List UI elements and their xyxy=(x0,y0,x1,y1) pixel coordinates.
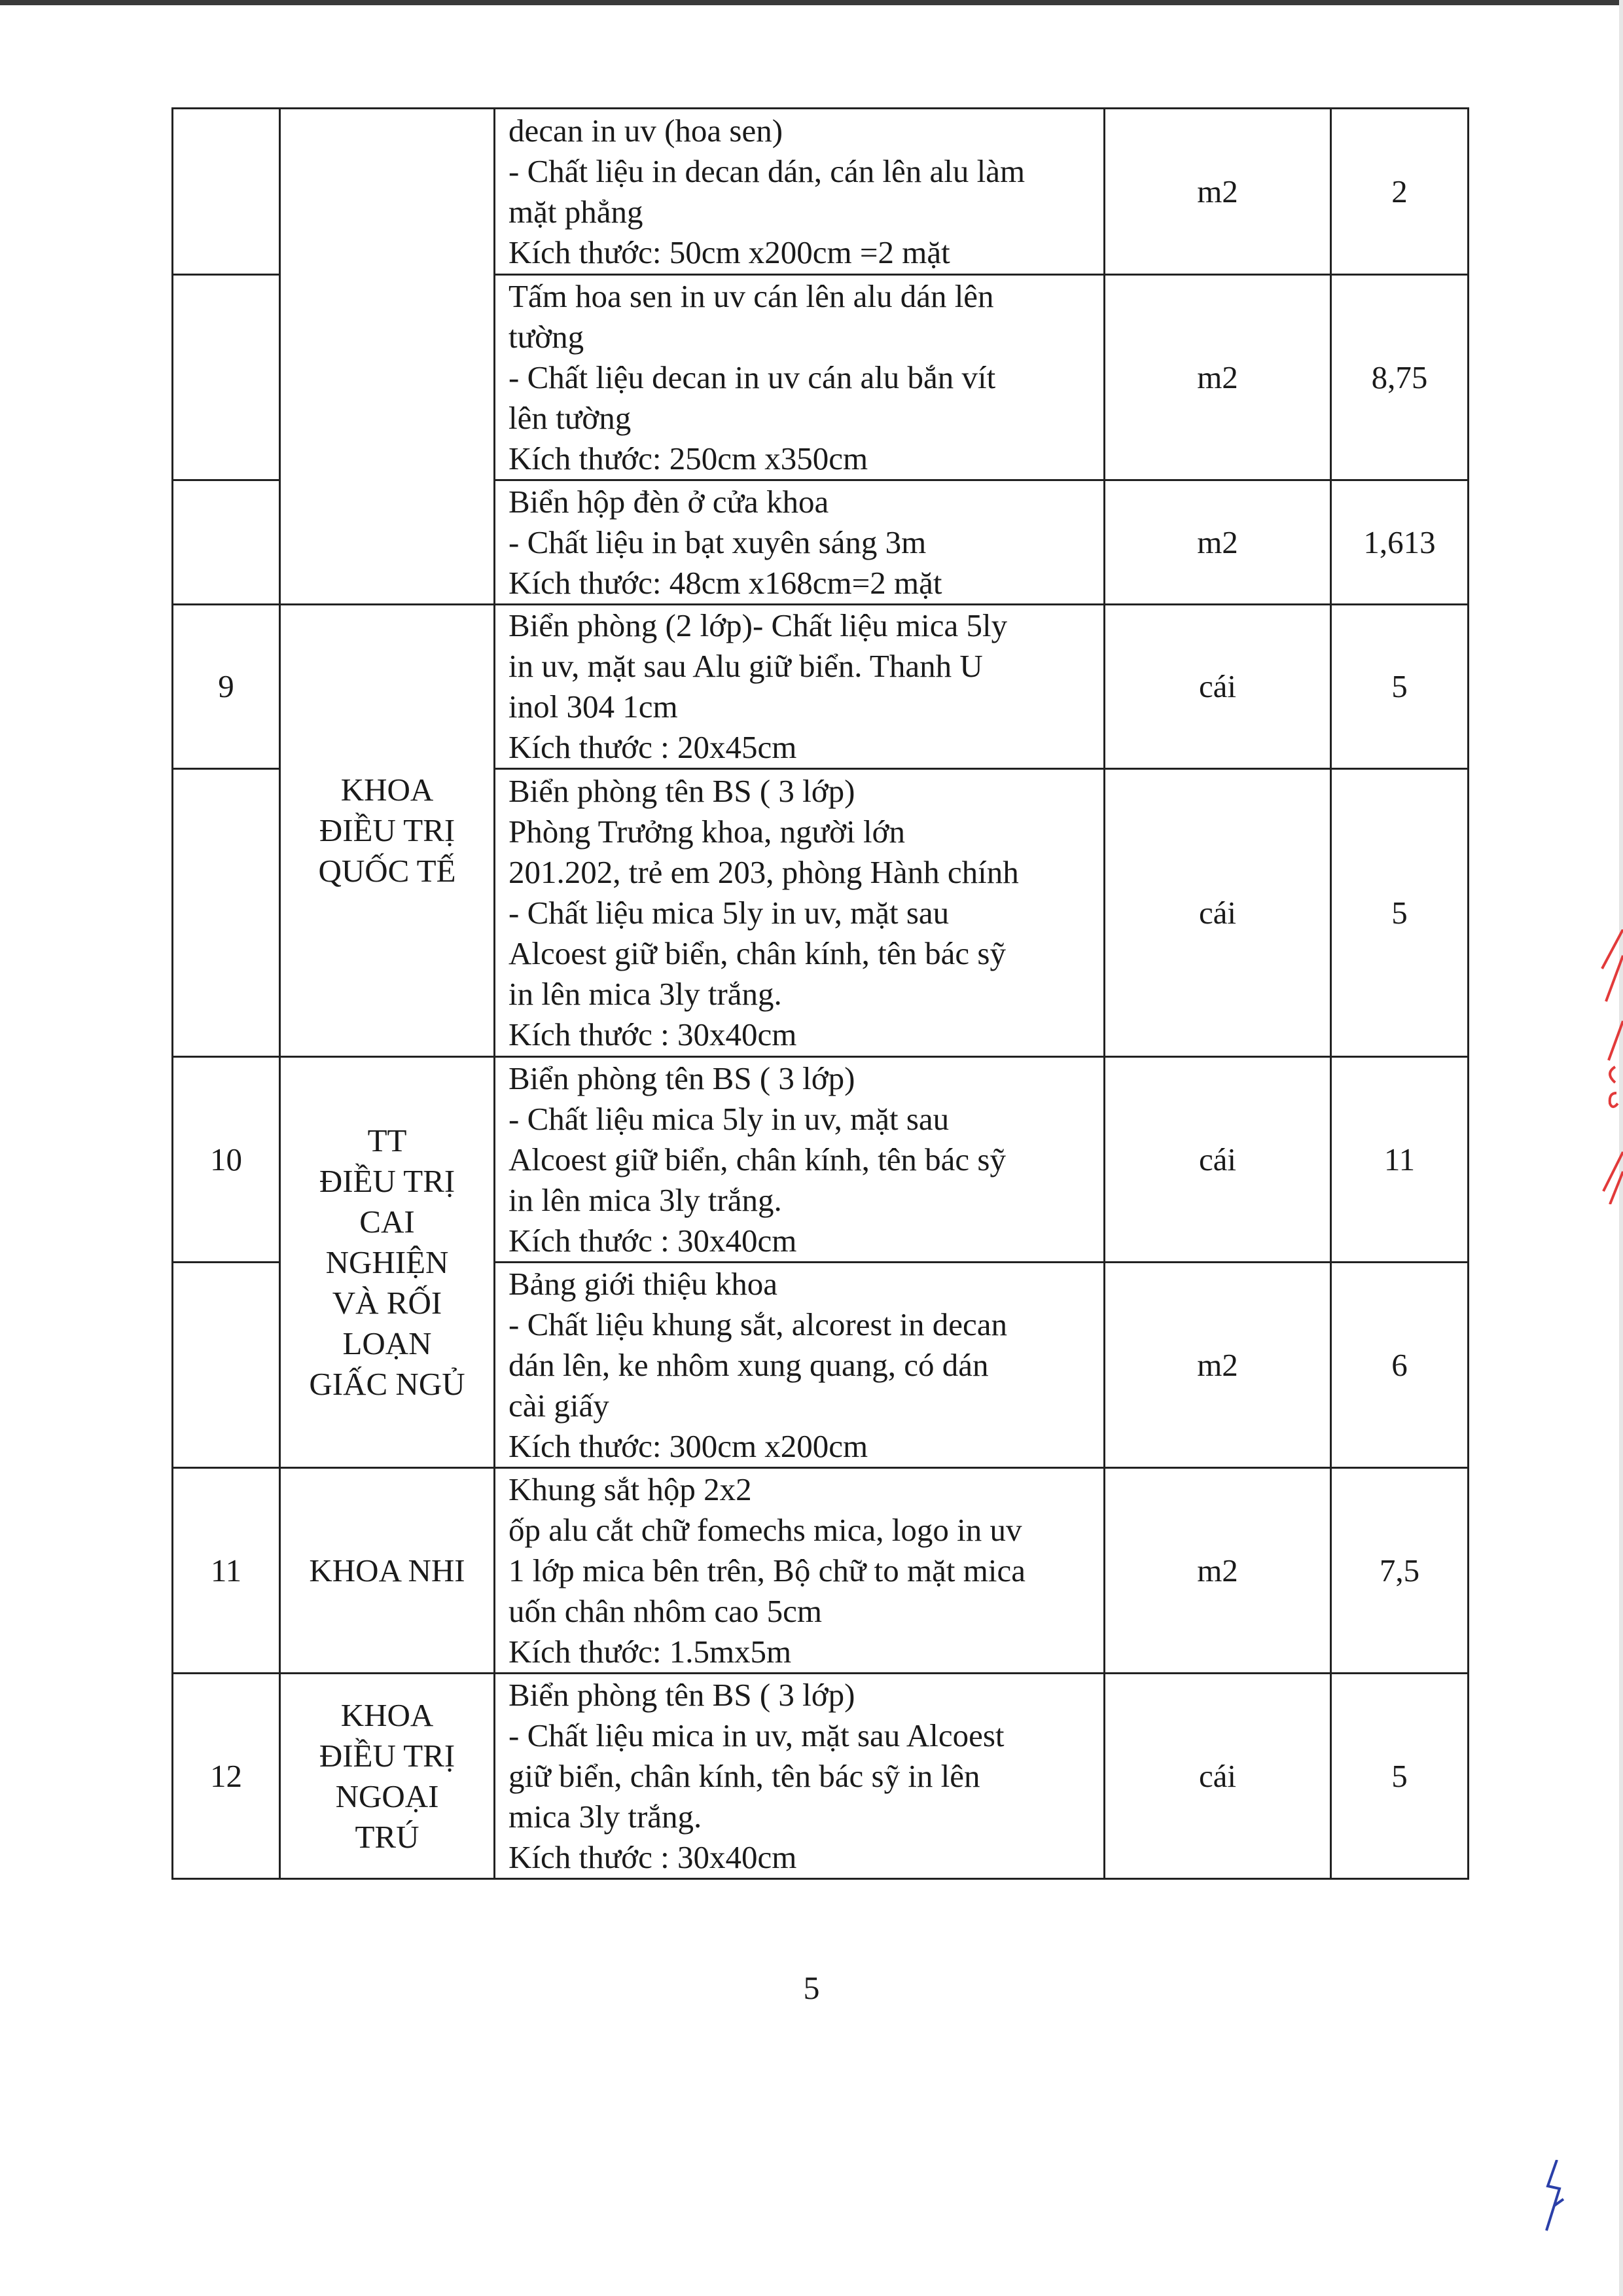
department-line: ĐIỀU TRỊ xyxy=(319,812,455,848)
description-line: Biển phòng tên BS ( 3 lớp) xyxy=(508,772,855,809)
quantity-cell: 5 xyxy=(1331,605,1469,769)
description-cell xyxy=(495,1057,1105,1263)
description-line: - Chất liệu decan in uv cán alu bắn vít xyxy=(508,359,996,395)
description-line: decan in uv (hoa sen) xyxy=(508,112,783,149)
description-line: Kích thước : 30x40cm xyxy=(508,1839,797,1875)
stt-cell: 12 xyxy=(173,1674,280,1879)
table-row xyxy=(173,1674,1469,1879)
quantity-cell: 6 xyxy=(1331,1263,1469,1468)
description-line: 201.202, trẻ em 203, phòng Hành chính xyxy=(508,853,1019,890)
description-line: - Chất liệu khung sắt, alcorest in decan xyxy=(508,1306,1007,1342)
stt-cell: 9 xyxy=(173,605,280,769)
scan-top-edge xyxy=(0,0,1623,5)
description-line: in lên mica 3ly trắng. xyxy=(508,975,782,1012)
description-line: - Chất liệu mica in uv, mặt sau Alcoest xyxy=(508,1717,1005,1753)
unit-cell: cái xyxy=(1105,1674,1331,1879)
description-line: tường xyxy=(508,318,584,355)
description-cell xyxy=(495,1263,1105,1468)
description-line: giữ biển, chân kính, tên bác sỹ in lên xyxy=(508,1757,980,1794)
description-cell xyxy=(495,480,1105,605)
description-line: Alcoest giữ biển, chân kính, tên bác sỹ xyxy=(508,1141,1007,1177)
description-line: cài giấy xyxy=(508,1387,609,1424)
department-line: ĐIỀU TRỊ xyxy=(319,1737,455,1774)
unit-cell: m2 xyxy=(1105,1263,1331,1468)
description-line: Kích thước : 20x45cm xyxy=(508,729,797,765)
description-line: Alcoest giữ biển, chân kính, tên bác sỹ xyxy=(508,935,1007,971)
unit-cell: cái xyxy=(1105,605,1331,769)
description-line: Kích thước: 1.5mx5m xyxy=(508,1633,792,1670)
description-line: Khung sắt hộp 2x2 xyxy=(508,1471,752,1507)
description-line: lên tường xyxy=(508,399,632,436)
description-line: Kích thước : 30x40cm xyxy=(508,1016,797,1052)
department-line: CAI xyxy=(359,1203,415,1240)
department-line: KHOA xyxy=(340,1696,434,1733)
quantity-cell: 8,75 xyxy=(1331,275,1469,480)
department-cell xyxy=(280,1674,495,1879)
department-line: GIẤC NGỦ xyxy=(309,1365,465,1402)
stt-cell xyxy=(173,769,280,1057)
department-cell xyxy=(280,1468,495,1674)
description-cell xyxy=(495,769,1105,1057)
department-line: TT xyxy=(367,1122,407,1158)
department-line: QUỐC TẾ xyxy=(318,853,456,889)
department-line: NGHIỆN xyxy=(325,1244,449,1280)
department-line: VÀ RỐI xyxy=(332,1284,442,1321)
department-line: NGOẠI xyxy=(335,1778,439,1814)
description-line: - Chất liệu mica 5ly in uv, mặt sau xyxy=(508,894,950,931)
description-line: Tấm hoa sen in uv cán lên alu dán lên xyxy=(508,278,994,314)
department-cell xyxy=(280,109,495,605)
quantity-cell: 5 xyxy=(1331,769,1469,1057)
description-line: in lên mica 3ly trắng. xyxy=(508,1181,782,1218)
quantity-cell: 2 xyxy=(1331,109,1469,275)
description-line: mica 3ly trắng. xyxy=(508,1798,702,1835)
stt-cell: 11 xyxy=(173,1468,280,1674)
description-line: - Chất liệu in decan dán, cán lên alu làm xyxy=(508,152,1026,189)
description-line: ốp alu cắt chữ fomechs mica, logo in uv xyxy=(508,1511,1022,1548)
description-line: 1 lớp mica bên trên, Bộ chữ to mặt mica xyxy=(508,1552,1026,1588)
quantity-cell: 11 xyxy=(1331,1057,1469,1263)
unit-cell: m2 xyxy=(1105,480,1331,605)
unit-cell: m2 xyxy=(1105,109,1331,275)
table-row xyxy=(173,605,1469,769)
stt-cell xyxy=(173,275,280,480)
specification-table xyxy=(171,107,1469,1880)
page-number: 5 xyxy=(803,1969,820,2006)
unit-cell: m2 xyxy=(1105,275,1331,480)
description-line: Kích thước : 30x40cm xyxy=(508,1222,797,1259)
description-line: Bảng giới thiệu khoa xyxy=(508,1265,778,1302)
unit-cell: cái xyxy=(1105,769,1331,1057)
description-line: dán lên, ke nhôm xung quang, có dán xyxy=(508,1346,989,1383)
department-cell xyxy=(280,605,495,1057)
description-line: mặt phẳng xyxy=(508,193,643,230)
department-line: ĐIỀU TRỊ xyxy=(319,1162,455,1199)
description-line: Biển hộp đèn ở cửa khoa xyxy=(508,483,829,520)
table-row xyxy=(173,1468,1469,1674)
description-line: Phòng Trưởng khoa, người lớn xyxy=(508,813,905,850)
department-cell xyxy=(280,1057,495,1468)
quantity-cell: 7,5 xyxy=(1331,1468,1469,1674)
description-line: - Chất liệu mica 5ly in uv, mặt sau xyxy=(508,1100,950,1137)
quantity-cell: 1,613 xyxy=(1331,480,1469,605)
quantity-cell: 5 xyxy=(1331,1674,1469,1879)
description-line: Kích thước: 250cm x350cm xyxy=(508,440,868,476)
description-line: uốn chân nhôm cao 5cm xyxy=(508,1592,822,1629)
description-line: in uv, mặt sau Alu giữ biển. Thanh U xyxy=(508,648,983,684)
unit-cell: cái xyxy=(1105,1057,1331,1263)
pen-initial-mark xyxy=(1541,2160,1567,2232)
unit-cell: m2 xyxy=(1105,1468,1331,1674)
description-line: inol 304 1cm xyxy=(508,689,678,725)
department-line: KHOA NHI xyxy=(309,1552,465,1588)
department-line: TRÚ xyxy=(355,1818,419,1855)
description-cell xyxy=(495,1674,1105,1879)
description-line: Biển phòng (2 lớp)- Chất liệu mica 5ly xyxy=(508,607,1008,643)
description-line: Kích thước: 50cm x200cm =2 mặt xyxy=(508,234,950,270)
stt-cell: 10 xyxy=(173,1057,280,1263)
red-stamp-edge-mark xyxy=(1597,929,1623,1204)
description-line: Kích thước: 48cm x168cm=2 mặt xyxy=(508,564,942,601)
description-cell xyxy=(495,605,1105,769)
department-line: KHOA xyxy=(340,772,434,808)
description-line: Biển phòng tên BS ( 3 lớp) xyxy=(508,1676,855,1713)
description-cell xyxy=(495,109,1105,275)
table-row xyxy=(173,1057,1469,1263)
description-line: - Chất liệu in bạt xuyên sáng 3m xyxy=(508,524,927,560)
stt-cell xyxy=(173,480,280,605)
department-line: LOẠN xyxy=(342,1325,432,1361)
stt-cell xyxy=(173,109,280,275)
stt-cell xyxy=(173,1263,280,1468)
description-cell xyxy=(495,275,1105,480)
table-row xyxy=(173,109,1469,275)
description-line: Biển phòng tên BS ( 3 lớp) xyxy=(508,1060,855,1096)
description-line: Kích thước: 300cm x200cm xyxy=(508,1427,868,1464)
description-cell xyxy=(495,1468,1105,1674)
